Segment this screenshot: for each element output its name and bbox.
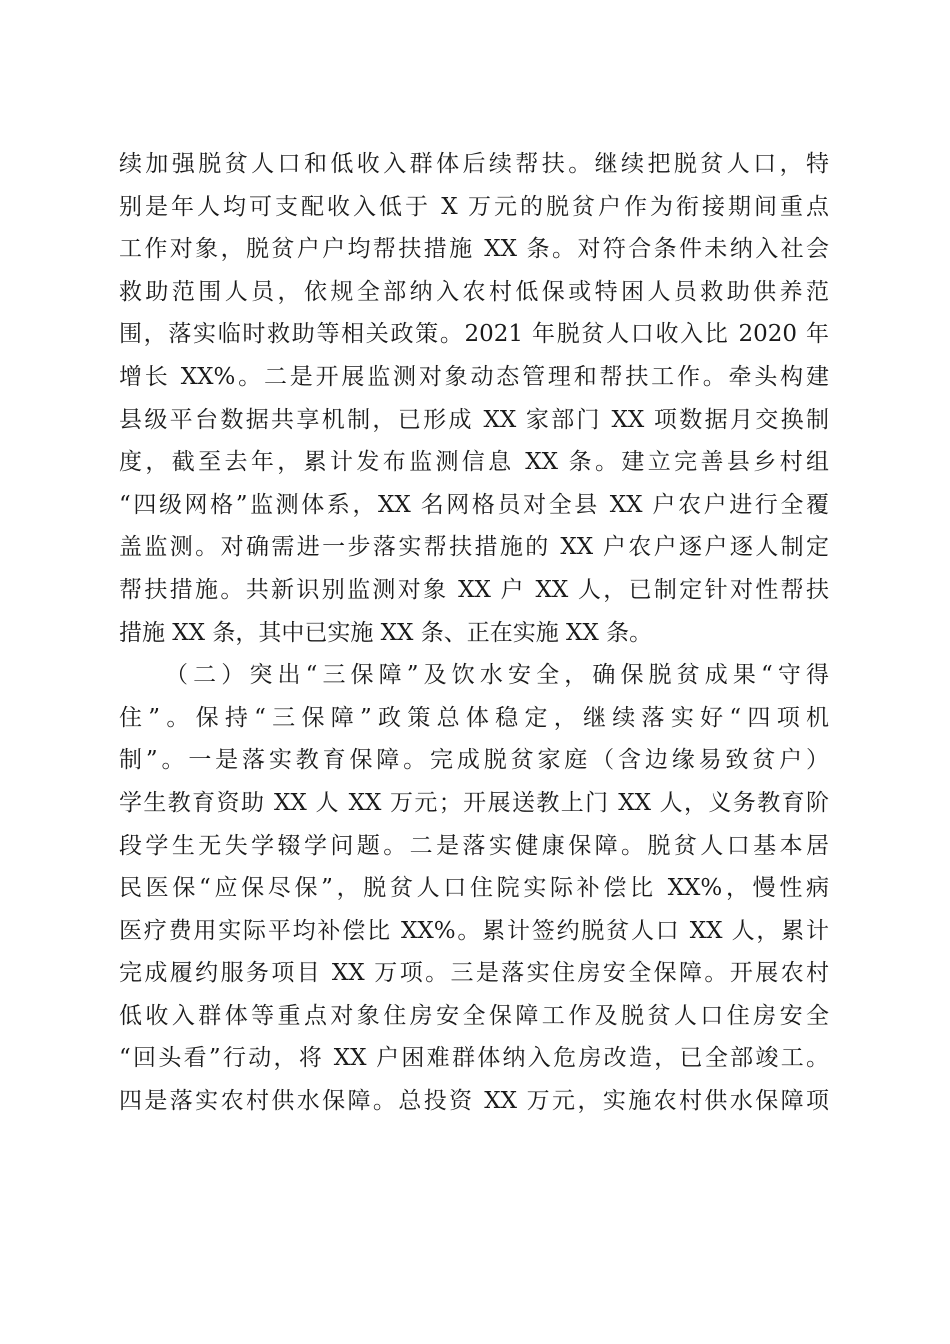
text-line: 完成履约服务项目 XX 万项。三是落实住房安全保障。开展农村	[119, 960, 829, 987]
text-line: 别是年人均可支配收入低于 X 万元的脱贫户作为衔接期间重点	[119, 193, 829, 220]
text-line: 度，截至去年，累计发布监测信息 XX 条。建立完善县乡村组	[119, 449, 829, 476]
text-line: “回头看”行动，将 XX 户困难群体纳入危房改造，已全部竣工。	[119, 1045, 829, 1072]
text-line: 帮扶措施。共新识别监测对象 XX 户 XX 人，已制定针对性帮扶	[119, 576, 829, 603]
text-line: 增长 XX%。二是开展监测对象动态管理和帮扶工作。牵头构建	[119, 363, 829, 390]
text-line: 段学生无失学辍学问题。二是落实健康保障。脱贫人口基本居	[119, 832, 829, 859]
text-line: 救助范围人员，依规全部纳入农村低保或特困人员救助供养范	[119, 278, 829, 305]
text-line: 制”。一是落实教育保障。完成脱贫家庭（含边缘易致贫户）	[119, 747, 829, 774]
text-line: 工作对象，脱贫户户均帮扶措施 XX 条。对符合条件未纳入社会	[119, 236, 829, 263]
text-line: 盖监测。对确需进一步落实帮扶措施的 XX 户农户逐户逐人制定	[119, 534, 829, 561]
text-line: 住”。保持“三保障”政策总体稳定，继续落实好“四项机	[119, 704, 829, 731]
section-heading-line: （二）突出“三保障”及饮水安全，确保脱贫成果“守得	[165, 662, 829, 689]
body-text	[119, 143, 829, 1123]
text-line: 四是落实农村供水保障。总投资 XX 万元，实施农村供水保障项	[119, 1088, 829, 1115]
text-line: 民医保“应保尽保”，脱贫人口住院实际补偿比 XX%，慢性病	[119, 875, 829, 902]
text-line: 围，落实临时救助等相关政策。2021 年脱贫人口收入比 2020 年	[119, 321, 829, 348]
text-line: 医疗费用实际平均补偿比 XX%。累计签约脱贫人口 XX 人，累计	[119, 917, 829, 944]
text-line: 续加强脱贫人口和低收入群体后续帮扶。继续把脱贫人口，特	[119, 151, 829, 177]
text-line: “四级网格”监测体系，XX 名网格员对全县 XX 户农户进行全覆	[119, 491, 829, 518]
text-line: 县级平台数据共享机制，已形成 XX 家部门 XX 项数据月交换制	[119, 406, 829, 433]
text-line: 措施 XX 条，其中已实施 XX 条、正在实施 XX 条。	[119, 619, 653, 646]
text-line: 学生教育资助 XX 人 XX 万元；开展送教上门 XX 人，义务教育阶	[119, 789, 829, 816]
text-line: 低收入群体等重点对象住房安全保障工作及脱贫人口住房安全	[119, 1002, 829, 1029]
